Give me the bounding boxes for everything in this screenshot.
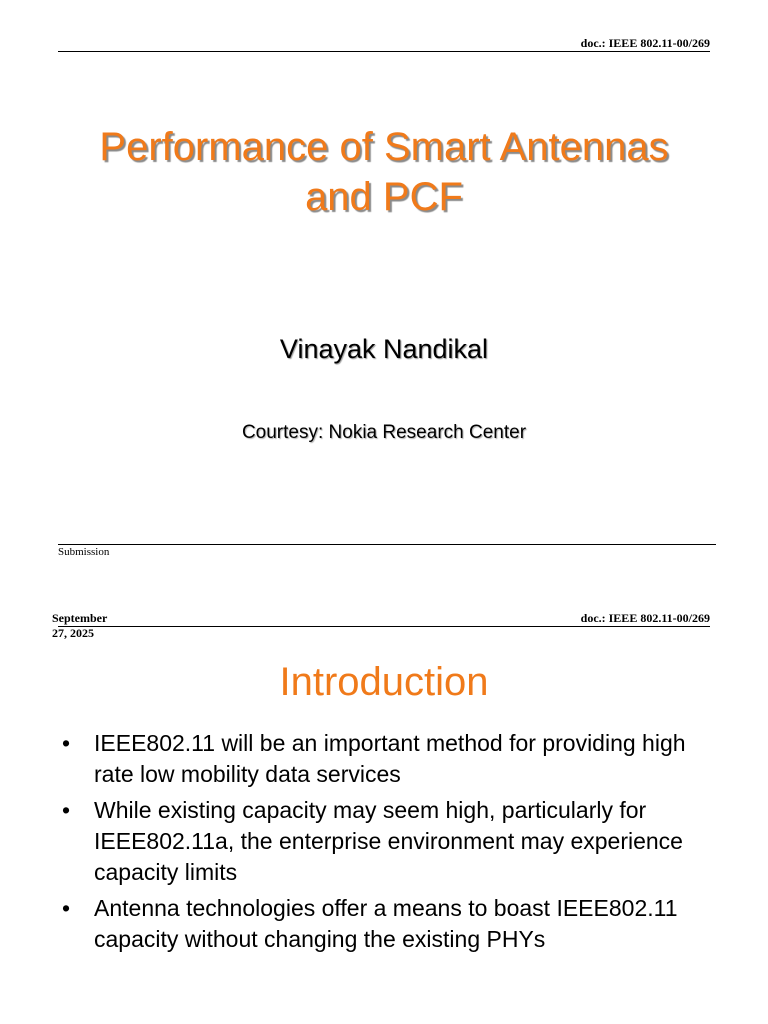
slide1-header-rule	[58, 51, 710, 52]
slide2-doc-id: doc.: IEEE 802.11-00/269	[580, 611, 710, 625]
bullet-list	[62, 728, 712, 960]
author-name: Vinayak Nandikal	[279, 334, 489, 364]
bullet-text: Antenna technologies offer a means to boast IEEE802.11 capacity without changing the existing PHYs	[94, 895, 678, 952]
bullet-item	[62, 893, 712, 955]
bullet-dot-icon: •	[62, 797, 71, 823]
bullet-text: While existing capacity may seem high, particularly for IEEE802.11a, the enterprise environment may experience capacity limits	[94, 797, 683, 885]
slide2-date: September 27, 2025	[52, 611, 108, 640]
slide1-title-line1: Performance of Smart Antennas	[99, 125, 669, 169]
bullet-item	[62, 795, 712, 888]
bullet-text: IEEE802.11 will be an important method for providing high rate low mobility data services	[94, 730, 686, 787]
slide1-doc-id: doc.: IEEE 802.11-00/269	[580, 36, 710, 50]
submission-label: Submission	[58, 546, 110, 558]
slide2-title: Introduction	[279, 660, 489, 704]
slide1-footer-rule	[58, 544, 716, 545]
slide1-title	[40, 122, 728, 222]
bullet-dot-icon: •	[62, 730, 71, 756]
slide2-header-rule	[58, 626, 710, 627]
slide1-title-line2: and PCF	[305, 175, 463, 219]
bullet-dot-icon: •	[62, 895, 71, 921]
courtesy-line: Courtesy: Nokia Research Center	[241, 422, 527, 443]
bullet-item	[62, 728, 712, 790]
